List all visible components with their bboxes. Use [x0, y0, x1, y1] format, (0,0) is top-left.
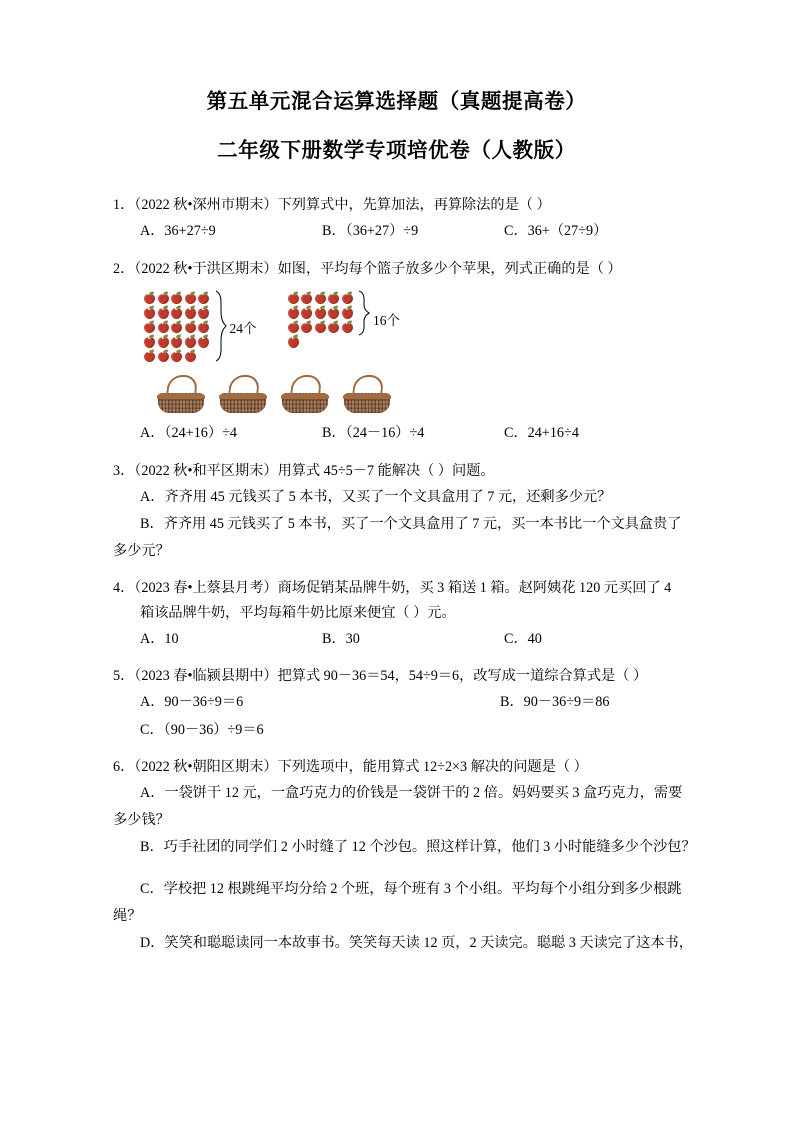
apple-icon	[184, 348, 198, 363]
apple-icon	[143, 305, 157, 320]
apple-icon	[300, 290, 314, 305]
brace-left	[214, 290, 227, 363]
apple-icon	[170, 290, 184, 305]
question-5-options-row-1	[113, 689, 698, 717]
apple-row	[143, 290, 211, 305]
apple-row	[287, 319, 355, 334]
question-1-options	[113, 218, 698, 246]
question-3-option-a[interactable]: A．齐齐用 45 元钱买了 5 本书，又买了一个文具盒用了 7 元，还剩多少元？	[140, 488, 612, 505]
apple-icon	[287, 319, 301, 334]
question-4-option-a[interactable]: A．10	[140, 630, 179, 647]
apple-icon	[341, 290, 355, 305]
apple-grid-right	[287, 290, 355, 348]
question-6-option-c-continuation: 绳？	[113, 908, 142, 925]
basket-icon	[342, 374, 392, 416]
question-4-stem-line-2: 箱该品牌牛奶，平均每箱牛奶比原来便宜（ ）元。	[140, 604, 456, 621]
question-6-option-d[interactable]: D．笑笑和聪聪读同一本故事书。笑笑每天读 12 页，2 天读完。聪聪 3 天读完了这本书，	[140, 935, 693, 952]
apple-icon	[327, 305, 341, 320]
apple-grid-left	[143, 290, 211, 363]
question-6-stem: 6．（2022 秋•朝阳区期末）下列选项中，能用算式 12÷2×3 解决的问题是（ ）	[113, 759, 588, 776]
question-1	[113, 193, 698, 246]
apple-icon	[327, 319, 341, 334]
apple-groups	[143, 290, 698, 363]
apple-icon	[287, 334, 301, 349]
question-3	[113, 459, 698, 565]
questions-container	[0, 193, 793, 957]
question-1-option-a[interactable]: A．36+27÷9	[140, 222, 216, 239]
apple-icon	[143, 290, 157, 305]
question-2-options	[113, 420, 698, 448]
question-6	[113, 755, 698, 957]
question-3-option-b-continuation: 多少元？	[113, 542, 170, 559]
question-5-stem: 5．（2023 春•临颍县期中）把算式 90－36＝54，54÷9＝6，改写成一道综合算式是（ ）	[113, 668, 648, 685]
question-2-option-a[interactable]: A．（24+16）÷4	[140, 425, 237, 442]
question-5-options-row-2	[113, 717, 698, 745]
apple-icon	[341, 319, 355, 334]
apple-icon	[170, 305, 184, 320]
apple-icon	[341, 305, 355, 320]
question-4-stem-line-1: 4．（2023 春•上蔡县月考）商场促销某品牌牛奶，买 3 箱送 1 箱。赵阿姨花 120 元买回了 4	[113, 579, 672, 596]
apple-icon	[170, 319, 184, 334]
apple-icon	[197, 305, 211, 320]
basket-icon	[156, 374, 206, 416]
apple-row	[143, 305, 211, 320]
apple-icon	[314, 319, 328, 334]
page-title-line-1: 第五单元混合运算选择题（真题提高卷）	[206, 91, 587, 113]
question-5	[113, 664, 698, 744]
apple-icon	[170, 334, 184, 349]
apple-icon	[314, 305, 328, 320]
right-group-label: 16个	[373, 313, 400, 329]
apple-icon	[287, 305, 301, 320]
left-group-label: 24个	[229, 320, 257, 336]
apple-icon	[157, 348, 171, 363]
question-6-option-b[interactable]: B．巧手社团的同学们 2 小时缝了 12 个沙包。照这样计算，他们 3 小时能缝多少个沙包？	[140, 839, 696, 856]
apple-icon	[197, 290, 211, 305]
apple-row	[143, 334, 211, 349]
question-1-option-b[interactable]: B．（36+27）÷9	[322, 222, 419, 239]
question-2	[113, 257, 698, 449]
document-title-block	[0, 0, 793, 161]
question-6-option-c[interactable]: C．学校把 12 根跳绳平均分给 2 个班，每个班有 3 个小组。平均每个小组分到多少根跳	[140, 881, 682, 898]
brace-right	[357, 290, 370, 348]
question-5-option-a[interactable]: A．90－36÷9＝6	[140, 694, 244, 711]
apple-icon	[184, 290, 198, 305]
apple-group-right	[287, 290, 401, 348]
apple-icon	[327, 290, 341, 305]
apple-icon	[287, 290, 301, 305]
apples-and-baskets-figure	[113, 290, 698, 416]
question-3-stem: 3．（2022 秋•和平区期末）用算式 45÷5－7 能解决（ ）问题。	[113, 463, 495, 480]
apple-icon	[157, 334, 171, 349]
question-5-option-b[interactable]: B．90－36÷9＝86	[500, 694, 610, 711]
apple-row	[287, 290, 355, 305]
question-1-stem: 1．（2022 秋•深州市期末）下列算式中，先算加法，再算除法的是（ ）	[113, 197, 551, 213]
page-title-line-2: 二年级下册数学专项培优卷（人教版）	[217, 139, 576, 162]
apple-icon	[170, 348, 184, 363]
question-4-options	[113, 626, 698, 654]
basket-icon	[218, 374, 268, 416]
apple-row	[287, 334, 355, 349]
question-3-option-b[interactable]: B．齐齐用 45 元钱买了 5 本书，买了一个文具盒用了 7 元，买一本书比一个文具盒贵了	[140, 515, 682, 532]
question-4-option-c[interactable]: C．40	[504, 630, 542, 647]
question-1-option-c[interactable]: C．36+（27÷9）	[504, 222, 608, 239]
apple-icon	[300, 305, 314, 320]
question-4	[113, 576, 698, 653]
apple-icon	[184, 305, 198, 320]
apple-row	[143, 319, 211, 334]
apple-group-left	[143, 290, 257, 363]
apple-icon	[157, 319, 171, 334]
apple-icon	[157, 290, 171, 305]
apple-icon	[143, 334, 157, 349]
apple-icon	[184, 334, 198, 349]
apple-icon	[157, 305, 171, 320]
question-2-option-c[interactable]: C．24+16÷4	[504, 425, 579, 442]
apple-icon	[143, 348, 157, 363]
apple-row	[143, 348, 211, 363]
question-6-option-a[interactable]: A．一袋饼干 12 元，一盒巧克力的价钱是一袋饼干的 2 倍。妈妈要买 3 盒巧克力，需要	[140, 785, 683, 802]
basket-icon	[280, 374, 330, 416]
apple-icon	[197, 334, 211, 349]
question-6-option-a-continuation: 多少钱？	[113, 812, 170, 829]
apple-icon	[143, 319, 157, 334]
apple-icon	[314, 290, 328, 305]
question-5-option-c[interactable]: C．（90－36）÷9＝6	[140, 721, 264, 738]
apple-icon	[300, 319, 314, 334]
question-2-stem: 2．（2022 秋•于洪区期末）如图，平均每个篮子放多少个苹果，列式正确的是（ ）	[113, 260, 622, 277]
question-2-option-b[interactable]: B．（24－16）÷4	[322, 425, 425, 442]
apple-row	[287, 305, 355, 320]
apple-icon	[184, 319, 198, 334]
baskets-row	[143, 374, 698, 416]
question-4-option-b[interactable]: B．30	[322, 630, 360, 647]
apple-icon	[197, 319, 211, 334]
